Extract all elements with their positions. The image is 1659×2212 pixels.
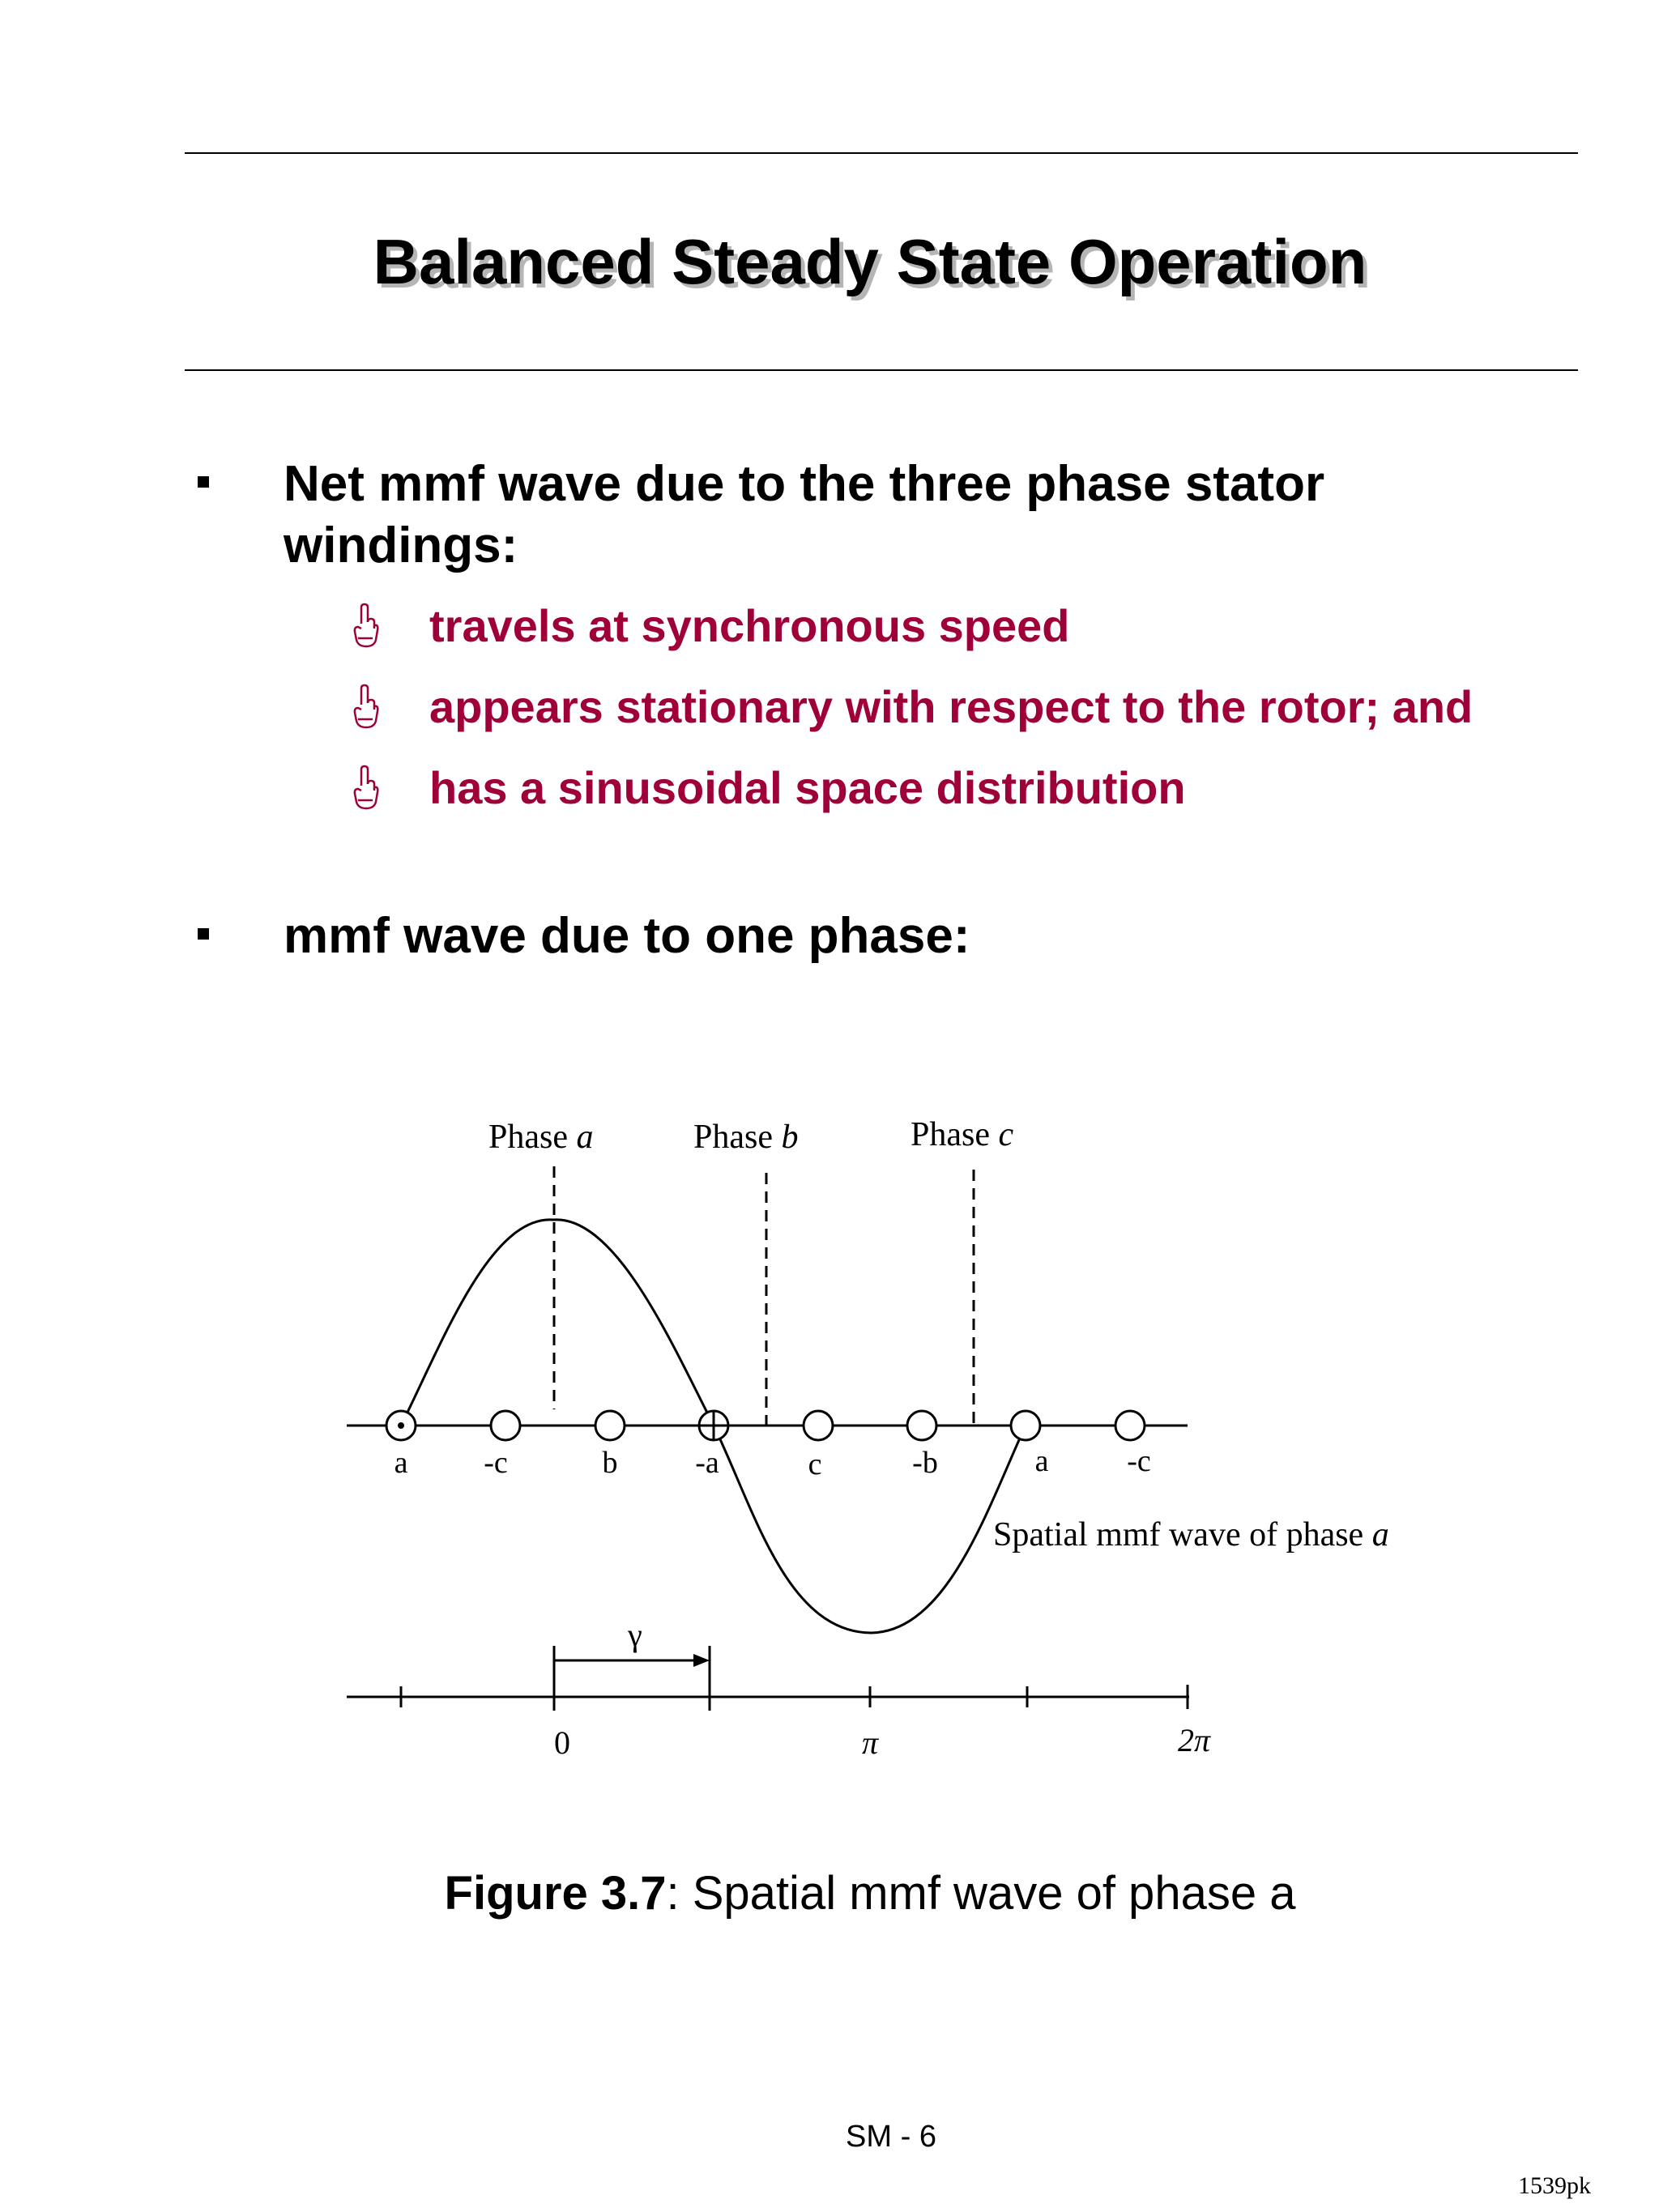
figure-caption	[0, 1866, 1659, 1920]
phase-a-label: Phase a	[488, 1119, 594, 1156]
conductor-label-b: b	[602, 1446, 618, 1480]
conductor-label-c: c	[808, 1447, 822, 1481]
conductor-label-a-2: a	[1034, 1444, 1049, 1478]
bullet-1-line-1: Net mmf wave due to the three phase stator	[284, 456, 1325, 512]
bullet-1-line-2: windings:	[284, 518, 518, 573]
mmf-wave-figure	[292, 1102, 1458, 1814]
pointing-hand-icon	[352, 684, 379, 729]
conductor-minus-b	[907, 1411, 936, 1440]
conductor-minus-a	[699, 1411, 728, 1440]
conductor-label-a: a	[394, 1446, 408, 1480]
conductor-label-minus-a: -a	[695, 1446, 719, 1480]
conductor-a-2	[1011, 1411, 1040, 1440]
conductor-a	[386, 1411, 416, 1440]
tick-label-2pi: 2π	[1177, 1722, 1211, 1758]
phase-b-label: Phase b	[693, 1119, 799, 1156]
conductor-minus-c	[491, 1411, 520, 1440]
subitem-2-text: appears stationary with respect to the rotor; and	[429, 681, 1473, 732]
pointing-hand-icon	[352, 603, 379, 648]
caption-rest: : Spatial mmf wave of phase a	[666, 1867, 1296, 1920]
tick-label-pi: π	[861, 1724, 879, 1761]
square-bullet-icon	[198, 476, 209, 488]
top-rule	[185, 152, 1578, 154]
page-title: Balanced Steady State Operation	[373, 226, 1367, 297]
pointing-hand-icon	[352, 765, 379, 810]
phase-c-label: Phase c	[911, 1116, 1014, 1153]
gamma-label: γ	[628, 1617, 642, 1653]
document-code: 1539pk	[1518, 2172, 1591, 2199]
tick-label-zero: 0	[554, 1724, 570, 1761]
subitem-1-text: travels at synchronous speed	[429, 600, 1070, 651]
bottom-rule	[185, 369, 1578, 371]
conductor-minus-c-2	[1115, 1411, 1145, 1440]
bullet-1-text	[284, 454, 1324, 577]
conductor-label-minus-c-2: -c	[1127, 1444, 1151, 1478]
conductor-label-minus-c: -c	[484, 1446, 508, 1480]
wave-label: Spatial mmf wave of phase a	[993, 1516, 1389, 1554]
gamma-arrowhead	[693, 1654, 710, 1667]
conductor-c	[804, 1411, 833, 1440]
conductor-label-minus-b: -b	[912, 1446, 938, 1480]
bullet-2-text: mmf wave due to one phase:	[284, 908, 970, 964]
square-bullet-icon	[198, 928, 209, 940]
caption-bold: Figure 3.7	[444, 1867, 667, 1920]
page-number: SM - 6	[846, 2120, 936, 2154]
conductor-b	[595, 1411, 625, 1440]
subitem-3-text: has a sinusoidal space distribution	[429, 762, 1186, 813]
